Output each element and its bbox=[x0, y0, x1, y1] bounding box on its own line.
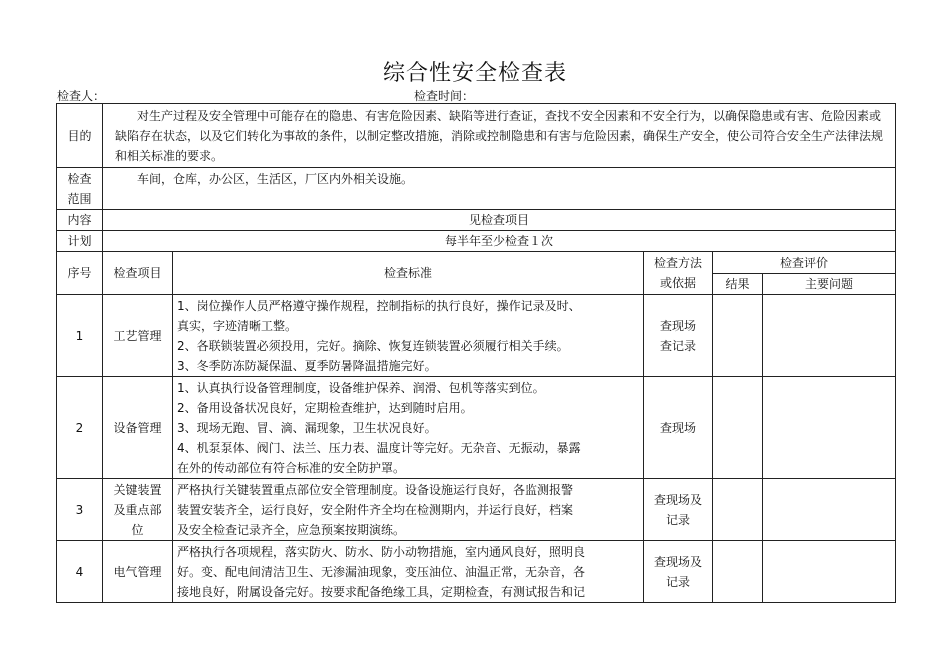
method-line: 查现场 bbox=[659, 420, 696, 435]
criteria-line: 2、备用设备状况良好，定期检查维护，达到随时启用。 bbox=[177, 400, 473, 415]
content-text: 见检查项目 bbox=[103, 210, 896, 231]
plan-row bbox=[57, 231, 896, 252]
row-criteria bbox=[173, 479, 644, 541]
scope-label-line1: 检查 bbox=[67, 171, 92, 186]
safety-checklist-table bbox=[56, 103, 896, 603]
inspector-label: 检查人： bbox=[57, 89, 106, 103]
purpose-label: 目的 bbox=[57, 104, 103, 168]
table-row bbox=[57, 479, 896, 541]
criteria-line: 装置安装齐全，运行良好，安全附件齐全均在检测期内，并运行良好，档案 bbox=[177, 502, 574, 517]
col-method-header bbox=[644, 252, 713, 295]
method-line: 查记录 bbox=[659, 338, 696, 353]
scope-label bbox=[57, 168, 103, 210]
row-result-cell[interactable] bbox=[713, 295, 763, 377]
criteria-line: 4、机泵泵体、阀门、法兰、压力表、温度计等完好。无杂音、无振动，暴露 bbox=[177, 440, 581, 455]
item-line: 关键装置 bbox=[113, 482, 162, 497]
row-method bbox=[644, 479, 713, 541]
method-line: 记录 bbox=[665, 512, 690, 527]
criteria-line: 严格执行各项规程，落实防火、防水、防小动物措施，室内通风良好，照明良 bbox=[177, 544, 586, 559]
criteria-line: 接地良好，附属设备完好。按要求配备绝缘工具，定期检查，有测试报告和记 bbox=[177, 584, 586, 599]
method-line: 查现场及 bbox=[653, 492, 702, 507]
row-issues-cell[interactable] bbox=[763, 479, 896, 541]
method-line: 查现场 bbox=[659, 318, 696, 333]
criteria-line: 及安全检查记录齐全，应急预案按期演练。 bbox=[177, 522, 406, 537]
col-no-header: 序号 bbox=[57, 252, 103, 295]
row-issues-cell[interactable] bbox=[763, 295, 896, 377]
item-line: 及重点部 bbox=[113, 502, 162, 517]
plan-text: 每半年至少检查１次 bbox=[103, 231, 896, 252]
criteria-line: 1、岗位操作人员严格遵守操作规程，控制指标的执行良好，操作记录及时、 bbox=[177, 298, 581, 313]
method-line: 查现场及 bbox=[653, 554, 702, 569]
table-row bbox=[57, 541, 896, 603]
criteria-line: 2、各联锁装置必须投用，完好。摘除、恢复连锁装置必须履行相关手续。 bbox=[177, 338, 569, 353]
criteria-line: 严格执行关键装置重点部位安全管理制度。设备设施运行良好，各监测报警 bbox=[177, 482, 574, 497]
row-item: 设备管理 bbox=[103, 377, 173, 479]
row-no: 2 bbox=[57, 377, 103, 479]
plan-label: 计划 bbox=[57, 231, 103, 252]
row-method bbox=[644, 541, 713, 603]
criteria-line: 3、现场无跑、冒、滴、漏现象，卫生状况良好。 bbox=[177, 420, 437, 435]
row-criteria bbox=[173, 377, 644, 479]
row-criteria bbox=[173, 541, 644, 603]
row-item: 工艺管理 bbox=[103, 295, 173, 377]
scope-row bbox=[57, 168, 896, 210]
row-criteria bbox=[173, 295, 644, 377]
criteria-line: 真实，字迹清晰工整。 bbox=[177, 318, 298, 333]
col-method-header-line2: 或依据 bbox=[659, 276, 696, 290]
col-issues-header: 主要问题 bbox=[763, 274, 896, 295]
row-result-cell[interactable] bbox=[713, 541, 763, 603]
scope-label-line2: 范围 bbox=[67, 191, 92, 206]
row-issues-cell[interactable] bbox=[763, 541, 896, 603]
col-evaluation-header: 检查评价 bbox=[713, 252, 896, 274]
row-no: 4 bbox=[57, 541, 103, 603]
row-no: 1 bbox=[57, 295, 103, 377]
column-header-row bbox=[57, 252, 896, 274]
row-method bbox=[644, 295, 713, 377]
row-item bbox=[103, 479, 173, 541]
col-result-header: 结果 bbox=[713, 274, 763, 295]
criteria-line: 1、认真执行设备管理制度，设备维护保养、润滑、包机等落实到位。 bbox=[177, 380, 545, 395]
purpose-text: 对生产过程及安全管理中可能存在的隐患、有害危险因素、缺陷等进行查证，查找不安全因素和不安全行为，以确保隐患或有害、危险因素或缺陷存在状态，以及它们转化为事故的条件，以制定整改措施，消除或控制隐患和有害与危险因素，确保生产安全，使公司符合安全生产法律法规和相关标准的要求。 bbox=[103, 104, 896, 168]
row-no: 3 bbox=[57, 479, 103, 541]
method-line: 记录 bbox=[665, 574, 690, 589]
criteria-line: 3、冬季防冻防凝保温、夏季防暑降温措施完好。 bbox=[177, 358, 437, 373]
row-item: 电气管理 bbox=[103, 541, 173, 603]
scope-text: 车间，仓库，办公区，生活区，厂区内外相关设施。 bbox=[103, 168, 896, 210]
row-result-cell[interactable] bbox=[713, 377, 763, 479]
criteria-line: 好。变、配电间清洁卫生、无渗漏油现象，变压油位、油温正常，无杂音，各 bbox=[177, 564, 586, 579]
row-issues-cell[interactable] bbox=[763, 377, 896, 479]
inspection-time-label: 检查时间： bbox=[414, 89, 475, 103]
table-row bbox=[57, 295, 896, 377]
criteria-line: 在外的传动部位有符合标准的安全防护罩。 bbox=[177, 460, 406, 475]
col-item-header: 检查项目 bbox=[103, 252, 173, 295]
document-title: 综合性安全检查表 bbox=[382, 61, 567, 86]
item-line: 位 bbox=[131, 522, 144, 537]
content-row bbox=[57, 210, 896, 231]
col-method-header-line1: 检查方法 bbox=[653, 256, 702, 270]
col-criteria-header: 检查标准 bbox=[173, 252, 644, 295]
content-label: 内容 bbox=[57, 210, 103, 231]
row-method bbox=[644, 377, 713, 479]
purpose-row bbox=[57, 104, 896, 168]
table-row bbox=[57, 377, 896, 479]
row-result-cell[interactable] bbox=[713, 479, 763, 541]
